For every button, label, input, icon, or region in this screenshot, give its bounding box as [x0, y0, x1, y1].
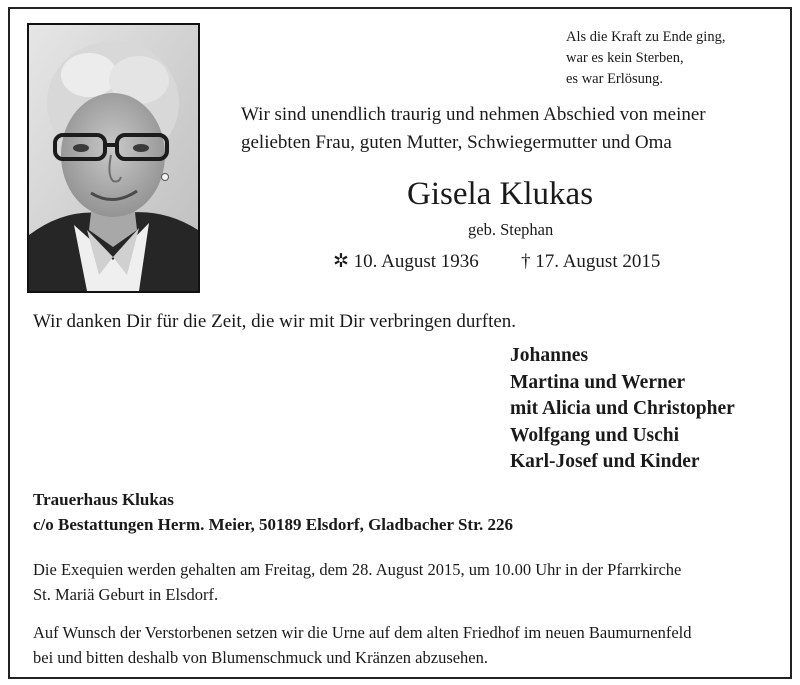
service-info: [33, 557, 681, 607]
farewell-intro: [241, 101, 706, 157]
service-line: Die Exequien werden gehalten am Freitag, dem 28. August 2015, um 10.00 Uhr in der Pfarrkirche: [33, 560, 682, 579]
maiden-name: geb. Stephan: [468, 220, 554, 239]
service-line: St. Mariä Geburt in Elsdorf.: [33, 585, 219, 604]
thanks-text: Wir danken Dir für die Zeit, die wir mit Dir verbringen durften.: [33, 311, 517, 332]
request-line: Auf Wunsch der Verstorbenen setzen wir die Urne auf dem alten Friedhof im neuen Baumurnenfeld: [33, 623, 692, 642]
family-signatures: [510, 343, 735, 476]
family-member: Martina und Werner: [510, 371, 686, 393]
burial-request: [33, 620, 692, 670]
deceased-name: Gisela Klukas: [407, 176, 594, 212]
intro-line: Wir sind unendlich traurig und nehmen Abschied von meiner: [241, 104, 706, 125]
family-member: Karl-Josef und Kinder: [510, 451, 700, 472]
death-date: † 17. August 2015: [521, 251, 661, 272]
mourning-house: [33, 487, 513, 537]
mourning-house-address: c/o Bestattungen Herm. Meier, 50189 Elsdorf, Gladbacher Str. 226: [33, 515, 514, 534]
family-member: Johannes: [510, 345, 589, 366]
epitaph-poem: [566, 27, 725, 90]
birth-date: ✲ 10. August 1936: [333, 251, 479, 272]
family-member: Wolfgang und Uschi: [510, 424, 680, 446]
mourning-house-title: Trauerhaus Klukas: [33, 490, 174, 509]
poem-line: Als die Kraft zu Ende ging,: [566, 29, 726, 45]
family-member: mit Alicia und Christopher: [510, 398, 735, 419]
poem-line: war es kein Sterben,: [566, 50, 684, 66]
request-line: bei und bitten deshalb von Blumenschmuck und Kränzen abzusehen.: [33, 648, 489, 667]
intro-line: geliebten Frau, guten Mutter, Schwiegermutter und Oma: [241, 132, 672, 153]
poem-line: es war Erlösung.: [566, 71, 664, 87]
portrait-photo: [27, 23, 200, 293]
